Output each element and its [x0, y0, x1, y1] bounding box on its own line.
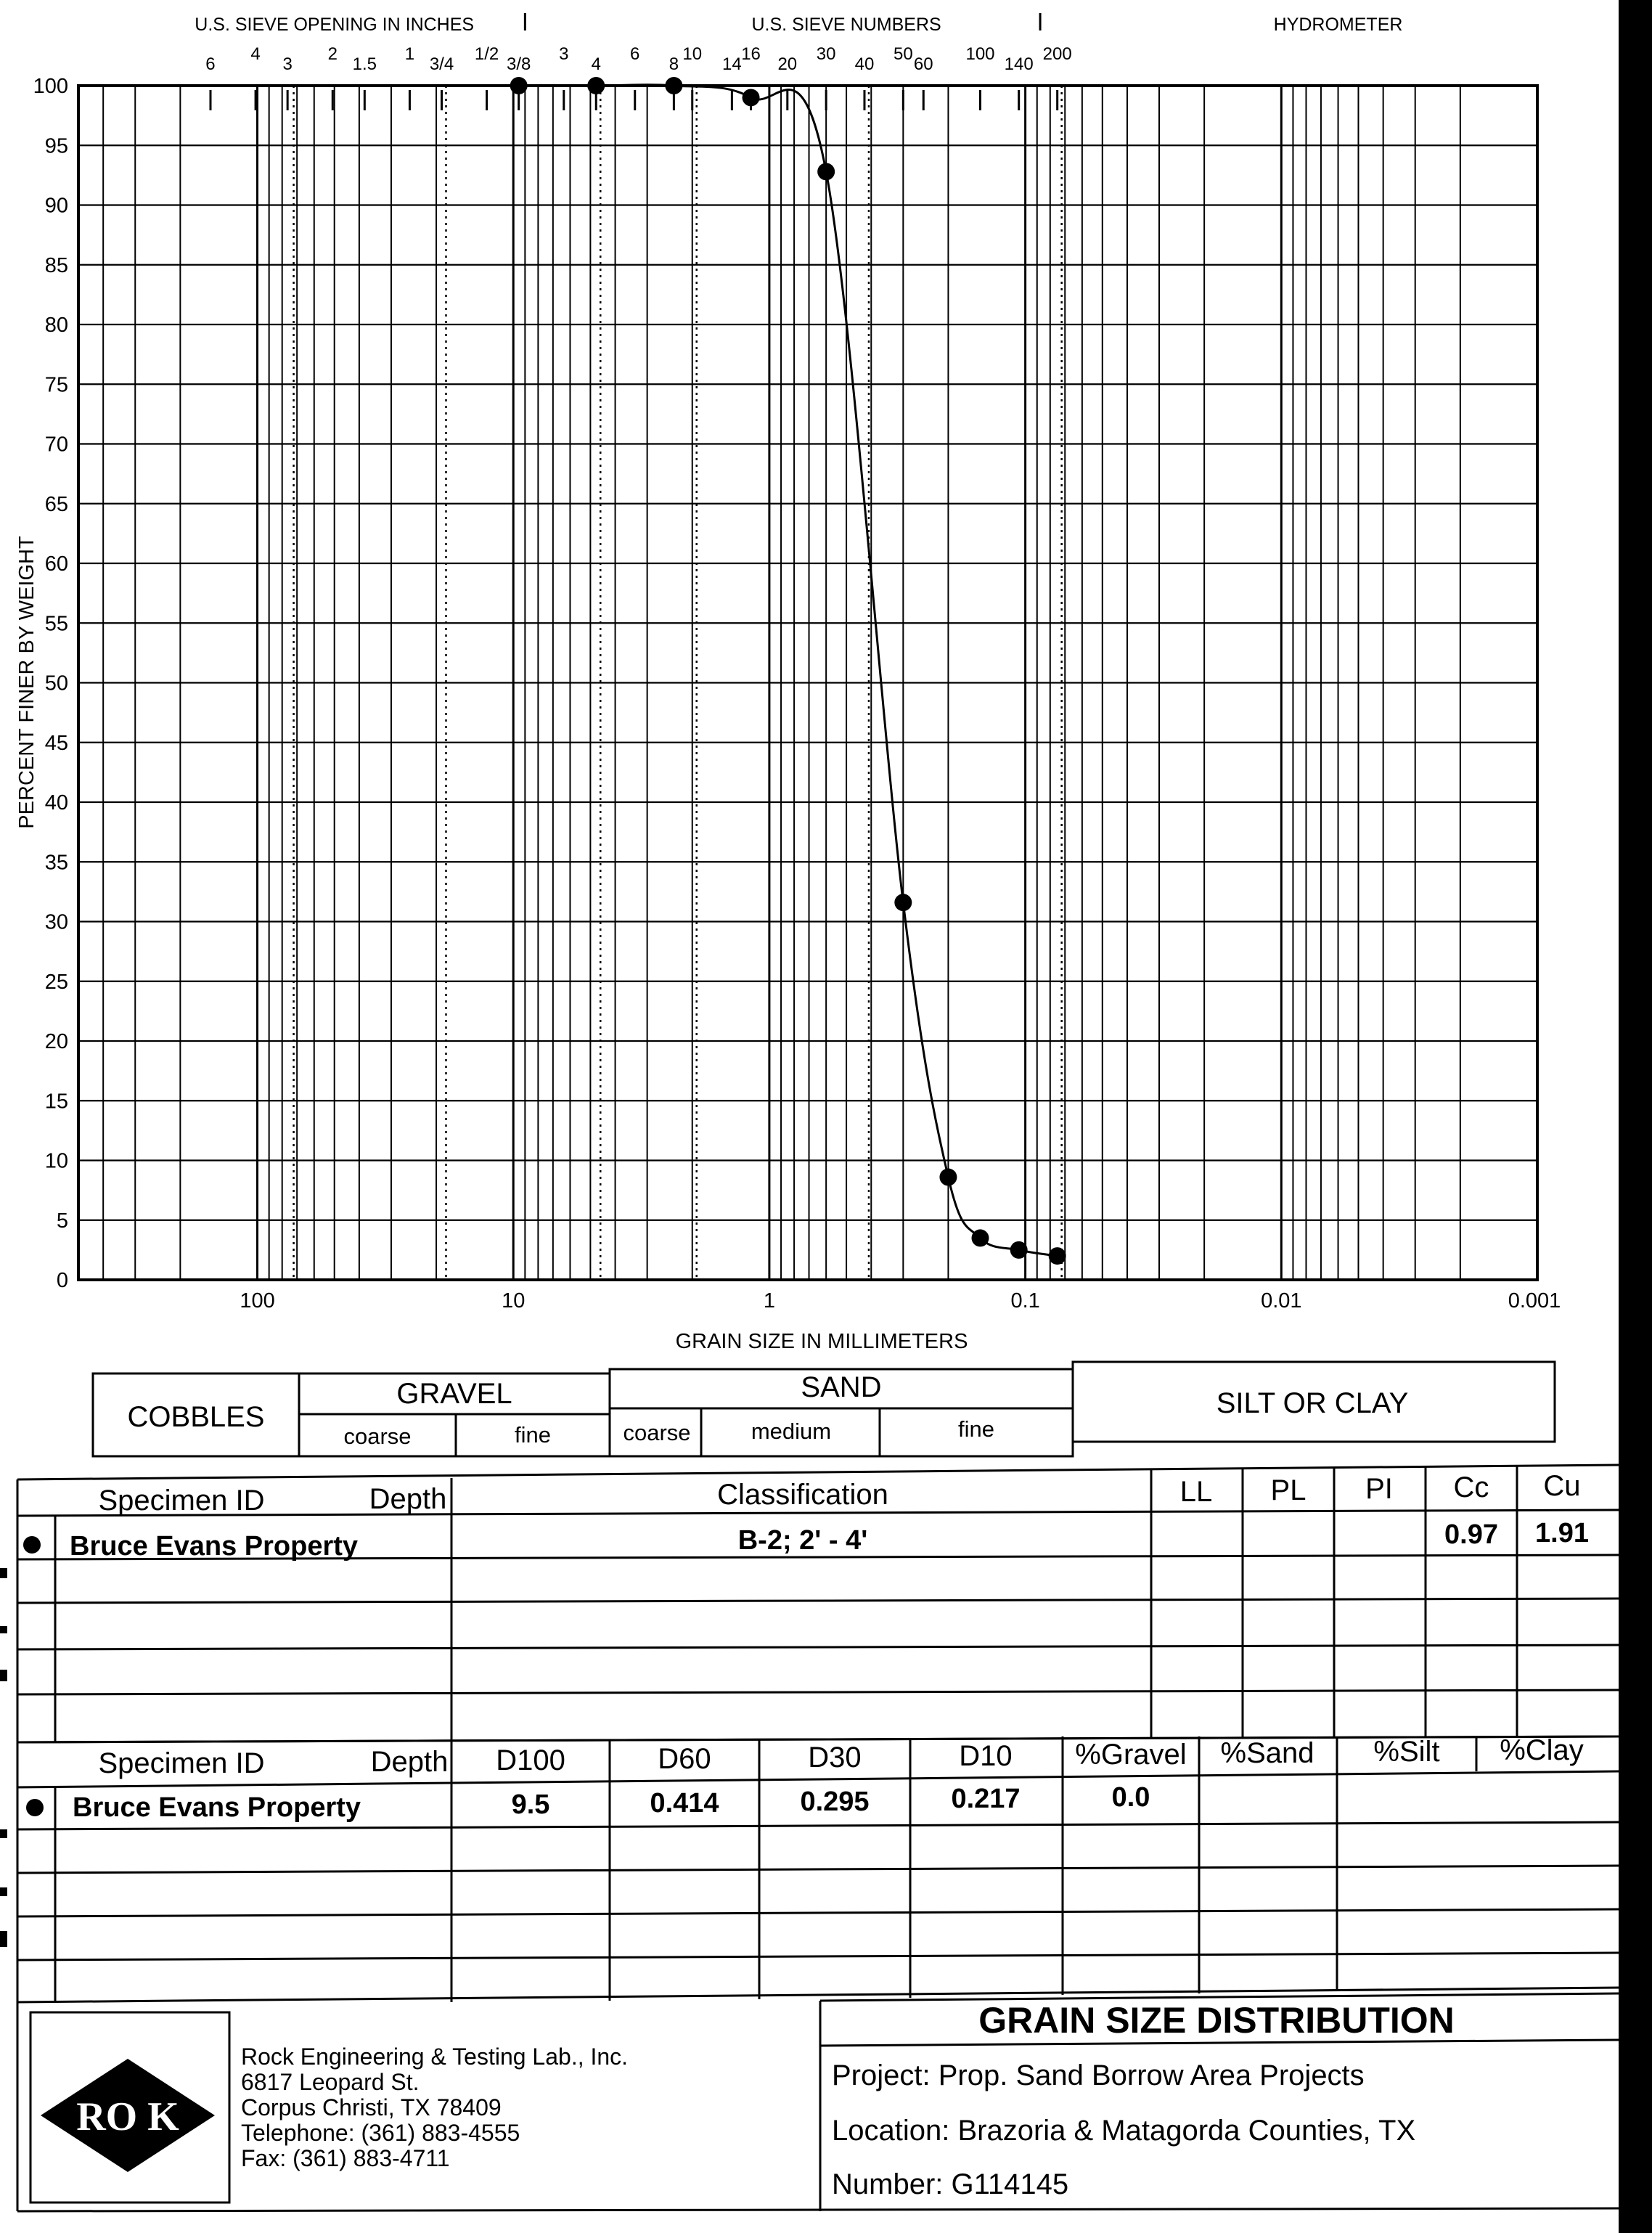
t2-specimen-value: Bruce Evans Property	[73, 1792, 361, 1823]
t1-specimen-value: Bruce Evans Property	[70, 1531, 359, 1562]
y-tick-label: 25	[44, 970, 68, 994]
t2-silt-header: %Silt	[1373, 1736, 1440, 1768]
t1-cc-value: 0.97	[1444, 1519, 1498, 1550]
y-tick-label: 75	[44, 373, 68, 397]
company-address-1: 6817 Leopard St.	[241, 2069, 420, 2095]
company-logo	[41, 2059, 215, 2172]
sand-medium-label: medium	[751, 1418, 832, 1444]
report-title: GRAIN SIZE DISTRIBUTION	[978, 2000, 1455, 2041]
data-point	[817, 163, 835, 180]
t1-cu-header: Cu	[1543, 1470, 1581, 1502]
t1-pi-header: PI	[1365, 1473, 1393, 1505]
soil-classification-labels	[128, 1371, 1409, 1449]
gravel-fine-label: fine	[515, 1422, 551, 1448]
x-tick-label: 0.01	[1261, 1289, 1302, 1313]
sieve-label: 60	[913, 54, 933, 74]
y-tick-label: 70	[44, 433, 68, 457]
t2-clay-header: %Clay	[1500, 1734, 1584, 1766]
top-header: HYDROMETER	[1273, 15, 1403, 35]
company-address-2: Corpus Christi, TX 78409	[241, 2094, 502, 2120]
t1-specimen-header: Specimen ID	[98, 1485, 265, 1516]
y-tick-label: 85	[44, 253, 68, 277]
y-tick-label: 95	[44, 134, 68, 158]
y-tick-label: 30	[44, 910, 68, 934]
gravel-label: GRAVEL	[396, 1378, 512, 1410]
t1-cu-value: 1.91	[1535, 1518, 1589, 1548]
y-tick-label: 35	[44, 851, 68, 875]
company-info	[241, 2000, 1455, 2200]
sieve-label: 3/8	[506, 54, 531, 74]
sieve-label: 140	[1004, 54, 1034, 74]
t1-depth-header: Depth	[369, 1483, 447, 1515]
data-point	[665, 77, 682, 94]
sieve-label: 8	[668, 54, 679, 74]
data-point	[972, 1229, 989, 1246]
data-point	[510, 77, 528, 94]
top-header: U.S. SIEVE NUMBERS	[751, 15, 941, 35]
t2-depth-header: Depth	[370, 1746, 449, 1778]
company-telephone: Telephone: (361) 883-4555	[241, 2120, 520, 2146]
y-tick-label: 5	[56, 1209, 68, 1233]
sieve-label: 1.5	[352, 54, 377, 74]
y-tick-label: 10	[44, 1149, 68, 1173]
t1-classification-value: B-2; 2' - 4'	[737, 1525, 868, 1556]
y-axis-label: PERCENT FINER BY WEIGHT	[15, 536, 38, 829]
sieve-label: 4	[250, 44, 261, 64]
top-header: U.S. SIEVE OPENING IN INCHES	[195, 15, 475, 35]
y-tick-label: 90	[44, 194, 68, 218]
t2-d60-header: D60	[658, 1743, 711, 1775]
sieve-label: 1/2	[474, 44, 499, 64]
x-tick-labels	[240, 1289, 1561, 1313]
sand-coarse-label: coarse	[623, 1420, 691, 1445]
y-tick-label: 20	[44, 1030, 68, 1053]
y-tick-label: 50	[44, 671, 68, 695]
x-tick-label: 10	[502, 1289, 526, 1313]
y-tick-label: 80	[44, 314, 68, 337]
y-tick-label: 100	[33, 75, 68, 98]
t2-d30-header: D30	[808, 1742, 862, 1773]
properties-table-text	[23, 1470, 1589, 1562]
t1-pl-header: PL	[1270, 1474, 1307, 1506]
y-tick-label: 0	[56, 1269, 68, 1292]
sieve-label: 200	[1042, 44, 1072, 64]
specimen-marker-icon	[23, 1536, 41, 1554]
t2-d100-value: 9.5	[511, 1789, 550, 1820]
x-tick-label: 100	[240, 1289, 275, 1313]
gradation-curve	[519, 85, 1058, 1256]
sieve-label: 10	[682, 44, 703, 64]
data-point	[939, 1169, 957, 1186]
sieve-label: 14	[722, 54, 742, 74]
company-fax: Fax: (361) 883-4711	[241, 2145, 450, 2171]
sieve-label: 3	[282, 54, 293, 74]
sieve-label: 3/4	[429, 54, 454, 74]
t1-classification-header: Classification	[717, 1479, 888, 1511]
sieve-label: 1	[404, 44, 415, 64]
sieve-label: 20	[777, 54, 798, 74]
sieve-label: 4	[591, 54, 601, 74]
sieve-label: 16	[741, 44, 761, 64]
sand-label: SAND	[801, 1371, 882, 1403]
sieve-label: 30	[816, 44, 836, 64]
data-point	[1010, 1241, 1028, 1259]
t1-cc-header: Cc	[1453, 1471, 1489, 1503]
t2-specimen-header: Specimen ID	[98, 1747, 265, 1779]
sieve-label: 40	[854, 54, 875, 74]
project-line: Project: Prop. Sand Borrow Area Projects	[832, 2059, 1365, 2091]
data-point	[1049, 1247, 1066, 1265]
t1-ll-header: LL	[1179, 1476, 1213, 1508]
x-tick-label: 1	[763, 1289, 775, 1313]
x-tick-label: 0.1	[1010, 1289, 1040, 1313]
t2-d60-value: 0.414	[650, 1788, 719, 1818]
sieve-label: 50	[893, 44, 913, 64]
t2-d30-value: 0.295	[800, 1787, 870, 1817]
t2-d10-value: 0.217	[951, 1784, 1021, 1814]
t2-gravel-value: 0.0	[1111, 1782, 1150, 1813]
company-name: Rock Engineering & Testing Lab., Inc.	[241, 2044, 629, 2070]
sieve-label: 6	[205, 54, 216, 74]
t2-gravel-header: %Gravel	[1075, 1739, 1187, 1771]
x-axis-label: GRAIN SIZE IN MILLIMETERS	[675, 1330, 968, 1353]
sand-fine-label: fine	[958, 1416, 994, 1442]
y-tick-label: 60	[44, 552, 68, 576]
data-point	[894, 894, 912, 911]
y-tick-label: 45	[44, 731, 68, 755]
gradation-chart	[15, 13, 1561, 1353]
logo-text: RO K	[76, 2094, 179, 2139]
y-tick-label: 15	[44, 1090, 68, 1114]
data-points	[510, 77, 1066, 1265]
location-line: Location: Brazoria & Matagorda Counties, TX	[832, 2115, 1416, 2147]
specimen-marker-icon	[26, 1799, 44, 1816]
t2-d100-header: D100	[496, 1744, 565, 1776]
x-tick-label: 0.001	[1508, 1289, 1561, 1313]
sieve-labels	[205, 44, 1071, 110]
y-tick-label: 65	[44, 492, 68, 516]
data-point	[743, 89, 760, 106]
data-point	[587, 77, 605, 94]
sieve-label: 3	[559, 44, 569, 64]
y-tick-label: 40	[44, 791, 68, 815]
sieve-label: 100	[965, 44, 995, 64]
top-headers	[195, 13, 1402, 35]
silt-or-clay-label: SILT OR CLAY	[1216, 1387, 1409, 1419]
gravel-coarse-label: coarse	[343, 1424, 412, 1449]
sieve-label: 2	[327, 44, 338, 64]
t2-d10-header: D10	[959, 1740, 1013, 1772]
number-line: Number: G114145	[832, 2168, 1069, 2200]
sieve-label: 6	[630, 44, 640, 64]
t2-sand-header: %Sand	[1220, 1737, 1314, 1769]
cobbles-label: COBBLES	[127, 1401, 265, 1433]
y-tick-label: 55	[44, 612, 68, 636]
